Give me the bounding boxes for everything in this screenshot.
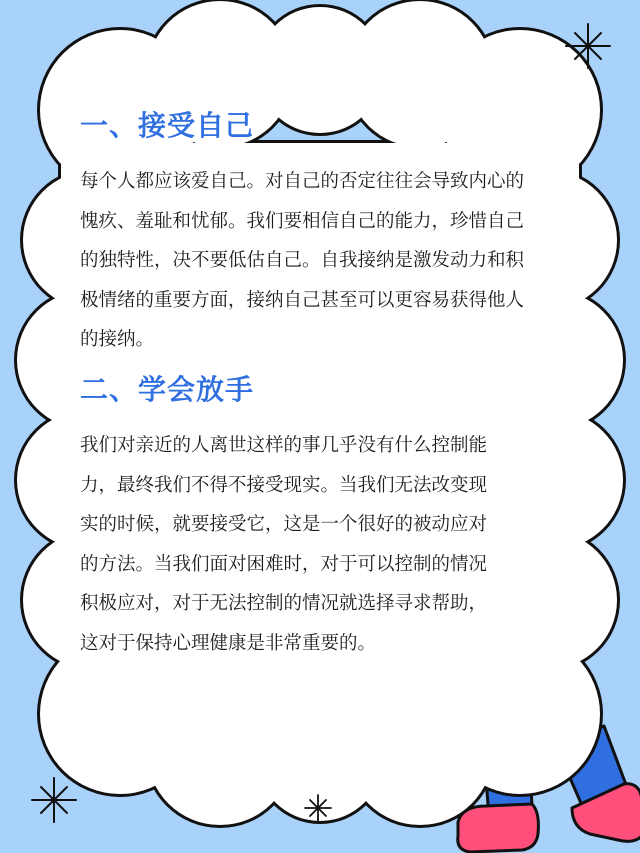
paragraph-line: 的方法。当我们面对困难时，对于可以控制的情况 [80, 553, 488, 575]
paragraph-line: 我们对亲近的人离世这样的事几乎没有什么控制能 [80, 435, 488, 456]
section-paragraph-let-go [80, 426, 570, 663]
paragraph-line: 力，最终我们不得不接受现实。当我们无法改变现 [80, 474, 488, 496]
section-heading-let-go: 二、学会放手 [80, 373, 255, 406]
paragraph-line: 每个人都应该爱自己。对自己的否定往往会导致内心的 [80, 171, 525, 192]
section-heading-accept-self: 一、接受自己 [80, 109, 255, 142]
paragraph-line: 极情绪的重要方面，接纳自己甚至可以更容易获得他人 [80, 289, 525, 311]
paragraph-line: 积极应对，对于无法控制的情况就选择寻求帮助， [80, 593, 488, 614]
paragraph-line: 愧疚、羞耻和忧郁。我们要相信自己的能力，珍惜自己 [80, 210, 525, 232]
paragraph-line: 的接纳。 [80, 329, 155, 350]
paragraph-line: 的独特性，决不要低估自己。自我接纳是激发动力和积 [80, 250, 525, 271]
paragraph-line: 这对于保持心理健康是非常重要的。 [80, 632, 377, 654]
paragraph-line: 实的时候，就要接受它，这是一个很好的被动应对 [80, 514, 488, 535]
section-paragraph-accept-self [80, 162, 570, 360]
